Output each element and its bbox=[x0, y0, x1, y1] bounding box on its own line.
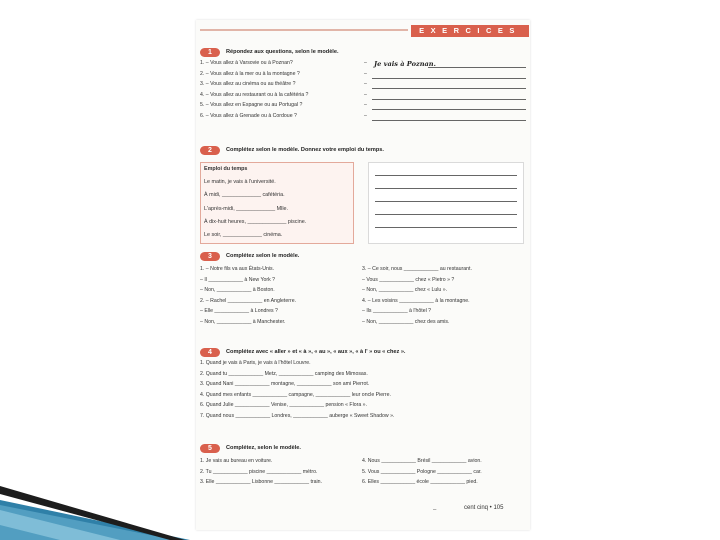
exercices-banner: EXERCICES bbox=[411, 25, 529, 37]
dialogue-line: – Il ____________ à New York ? bbox=[200, 276, 275, 283]
sentence-line: 1. Quand je vais à Paris, je vais à l'hôtel Louvre. bbox=[200, 360, 311, 366]
question-row: 3. – Vous allez au cinéma ou au théâtre ? – bbox=[200, 80, 528, 91]
exercise-number-badge: 1 bbox=[200, 48, 220, 57]
answer-line[interactable] bbox=[375, 188, 517, 189]
sentence-line: 2. Quand tu ____________ Metz, ____________ camping des Mimosas. bbox=[200, 370, 368, 377]
dialogue-line: 2. – Rachel ____________ en Angleterre. bbox=[200, 297, 297, 304]
dialogue-line: – Ils ____________ à l'hôtel ? bbox=[362, 308, 432, 315]
exercise-title: Complétez avec « aller » et « à », « au », « aux », « à l' » ou « chez ». bbox=[226, 349, 406, 355]
schedule-row: Le soir, _____________ cinéma. bbox=[204, 231, 283, 238]
schedule-title: Emploi du temps bbox=[204, 166, 248, 172]
question-text: 4. – Vous allez au restaurant ou à la cafétéria ? bbox=[200, 91, 309, 98]
sentence-line: 2. Tu ____________ piscine ____________ métro. bbox=[200, 468, 318, 475]
answer-line[interactable] bbox=[375, 201, 517, 202]
question-row: 6. – Vous allez à Grenade ou à Cordoue ? – bbox=[200, 112, 528, 123]
question-text: 5. – Vous allez en Espagne ou au Portugal ? bbox=[200, 102, 303, 109]
answer-line[interactable] bbox=[428, 67, 526, 68]
sentence-line: 3. Elle ____________ Lisbonne ____________ train. bbox=[200, 479, 323, 486]
answer-lines-box bbox=[368, 162, 524, 244]
answer-line[interactable] bbox=[372, 88, 526, 89]
model-answer: Je vais à Poznan. bbox=[374, 60, 436, 68]
exercise-number-badge: 2 bbox=[200, 146, 220, 155]
sentence-line: 7. Quand nous ____________ Londres, ____________ auberge « Sweet Shadow ». bbox=[200, 412, 395, 419]
dialogue-line: – Non, ____________ à Boston. bbox=[200, 287, 275, 294]
sentence-line: 3. Quand Nani ____________ montagne, ____________ son ami Pierrot. bbox=[200, 381, 370, 388]
sentence-line: 5. Vous ____________ Pologne ____________ car. bbox=[362, 468, 482, 475]
question-row: 5. – Vous allez en Espagne ou au Portugal ? – bbox=[200, 101, 528, 112]
exercise-number-badge: 5 bbox=[200, 444, 220, 453]
dialogue-line: – Non, ____________ à Manchester. bbox=[200, 318, 286, 325]
question-text: 2. – Vous allez à la mer ou à la montagne ? bbox=[200, 70, 300, 77]
exercise-3-left-column bbox=[200, 265, 360, 329]
question-text: 1. – Vous allez à Varsovie ou à Poznan? bbox=[200, 60, 293, 66]
answer-line[interactable] bbox=[375, 227, 517, 228]
exercise-number-badge: 3 bbox=[200, 252, 220, 261]
answer-line[interactable] bbox=[375, 175, 517, 176]
answer-line[interactable] bbox=[375, 214, 517, 215]
question-text: 6. – Vous allez à Grenade ou à Cordoue ? bbox=[200, 112, 297, 119]
question-row: 4. – Vous allez au restaurant ou à la cafétéria ? – bbox=[200, 91, 528, 102]
dialogue-line: – Vous ____________ chez « Pietro » ? bbox=[362, 276, 455, 283]
dialogue-line: – Non, ____________ chez des amis. bbox=[362, 318, 450, 325]
schedule-box bbox=[200, 162, 354, 244]
sentence-line: 1. Je vais au bureau en voiture. bbox=[200, 458, 273, 464]
schedule-row: L'après-midi, _____________ Mlle. bbox=[204, 205, 289, 212]
answer-line[interactable] bbox=[372, 120, 526, 121]
question-text: 3. – Vous allez au cinéma ou au théâtre ? bbox=[200, 81, 296, 88]
question-row: 2. – Vous allez à la mer ou à la montagne ? – bbox=[200, 70, 528, 81]
dialogue-line: 1. – Notre fils va aux États-Unis. bbox=[200, 266, 275, 272]
sentence-line: 6. Elles ____________ école ____________ pied. bbox=[362, 479, 478, 486]
exercise-page bbox=[196, 20, 530, 530]
exercise-3-right-column bbox=[362, 265, 528, 329]
dialogue-line: 4. – Les voisins ____________ à la montagne. bbox=[362, 297, 470, 304]
answer-line[interactable] bbox=[372, 109, 526, 110]
exercise-5-right-column bbox=[362, 457, 528, 489]
exercise-number-badge: 4 bbox=[200, 348, 220, 357]
exercise-4 bbox=[200, 348, 528, 423]
exercise-5 bbox=[200, 444, 528, 486]
exercise-title: Complétez, selon le modèle. bbox=[226, 445, 301, 451]
exercise-2 bbox=[200, 146, 528, 157]
answer-line[interactable] bbox=[372, 78, 526, 79]
dialogue-line: 3. – Ce soir, nous ____________ au restaurant. bbox=[362, 266, 472, 272]
schedule-row: À midi, _____________ cafétéria. bbox=[204, 192, 285, 199]
footer-dash: – bbox=[433, 507, 437, 513]
exercise-title: Complétez selon le modèle. bbox=[226, 253, 300, 259]
exercise-title: Répondez aux questions, selon le modèle. bbox=[226, 49, 339, 55]
exercise-3 bbox=[200, 252, 528, 325]
sentence-line: 6. Quand Julie ____________ Venise, ____________ pension « Flora ». bbox=[200, 402, 367, 409]
dialogue-line: – Elle ____________ à Londres ? bbox=[200, 308, 278, 315]
exercise-1 bbox=[200, 48, 528, 123]
schedule-row: À dix-huit heures, _____________ piscine. bbox=[204, 218, 307, 225]
dialogue-line: – Non, ____________ chez « Lulu ». bbox=[362, 287, 448, 294]
question-row: 1. – Vous allez à Varsovie ou à Poznan? – Je vais à Poznan. bbox=[200, 59, 528, 70]
header-stripe bbox=[200, 29, 408, 31]
answer-line[interactable] bbox=[372, 99, 526, 100]
exercise-5-left-column bbox=[200, 457, 360, 489]
page-number: cent cinq • 105 bbox=[464, 505, 504, 511]
sentence-line: 4. Nous ____________ Brésil ____________ avion. bbox=[362, 458, 482, 464]
schedule-row: Le matin, je vais à l'université. bbox=[204, 179, 276, 186]
sentence-line: 4. Quand mes enfants ____________ campagne, ____________ leur oncle Pierre. bbox=[200, 391, 391, 398]
exercise-title: Complétez selon le modèle. Donnez votre emploi du temps. bbox=[226, 147, 384, 153]
